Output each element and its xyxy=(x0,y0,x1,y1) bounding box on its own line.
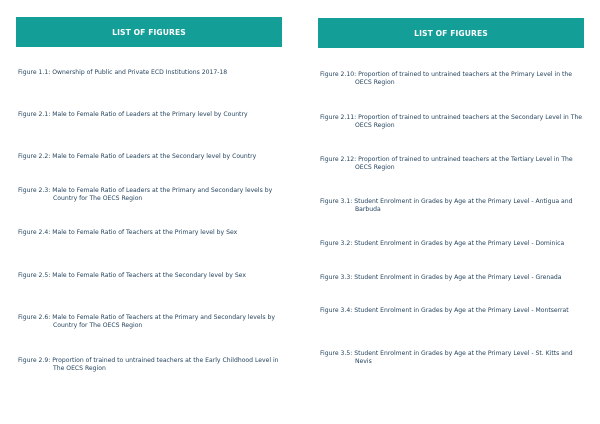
figure-entry[interactable] xyxy=(320,71,584,88)
figure-label: Figure 2.12: xyxy=(320,156,359,163)
figure-label: Figure 2.9: xyxy=(18,357,53,364)
figure-title: Male to Female Ratio of Leaders at the Primary and Secondary levels by Country for The OECS Region xyxy=(52,187,273,203)
figure-title: Student Enrolment in Grades by Age at the Primary Level - Grenada xyxy=(354,274,562,281)
figure-label: Figure 2.6: xyxy=(18,314,53,321)
figure-label: Figure 2.4: xyxy=(18,229,53,236)
figure-title: Proportion of trained to untrained teachers at the Secondary Level in The OECS Region xyxy=(355,114,583,130)
figure-entry[interactable] xyxy=(320,240,584,248)
figure-title: Male to Female Ratio of Leaders at the Secondary level by Country xyxy=(52,153,257,160)
figure-title: Student Enrolment in Grades by Age at the Primary Level - St. Kitts and Nevis xyxy=(354,350,573,366)
list-of-figures-heading: LIST OF FIGURES xyxy=(16,17,282,47)
figure-title: Student Enrolment in Grades by Age at the Primary Level - Montserrat xyxy=(354,307,569,314)
figure-entry[interactable] xyxy=(18,187,282,204)
figure-entry[interactable] xyxy=(18,229,282,237)
figure-title: Male to Female Ratio of Leaders at the Primary level by Country xyxy=(52,111,248,118)
figure-title: Student Enrolment in Grades by Age at the Primary Level - Dominica xyxy=(354,240,565,247)
figure-entry[interactable] xyxy=(320,350,584,367)
figure-label: Figure 3.3: xyxy=(320,274,355,281)
figure-title: Proportion of trained to untrained teachers at the Tertiary Level in The OECS Region xyxy=(355,156,573,172)
figure-label: Figure 2.3: xyxy=(18,187,53,194)
figure-entry[interactable] xyxy=(18,111,282,119)
figure-title: Male to Female Ratio of Teachers at the Secondary level by Sex xyxy=(52,272,246,279)
figure-title: Student Enrolment in Grades by Age at the Primary Level - Antigua and Barbuda xyxy=(354,198,573,214)
figure-label: Figure 3.1: xyxy=(320,198,355,205)
list-of-figures-heading: LIST OF FIGURES xyxy=(318,18,584,48)
figure-entry[interactable] xyxy=(18,153,282,161)
figure-entry[interactable] xyxy=(18,69,282,77)
figure-title: Male to Female Ratio of Teachers at the Primary and Secondary levels by Country for The OECS Region xyxy=(52,314,275,330)
figure-entry[interactable] xyxy=(320,274,584,282)
figure-label: Figure 2.2: xyxy=(18,153,53,160)
figure-label: Figure 2.11: xyxy=(320,114,359,121)
figure-title: Ownership of Public and Private ECD Institutions 2017-18 xyxy=(52,69,228,76)
figure-title: Proportion of trained to untrained teachers at the Primary Level in the OECS Region xyxy=(355,71,573,87)
figure-entry[interactable] xyxy=(320,156,584,173)
figure-label: Figure 3.4: xyxy=(320,307,355,314)
figure-label: Figure 2.5: xyxy=(18,272,53,279)
figure-label: Figure 2.1: xyxy=(18,111,53,118)
figure-label: Figure 1.1: xyxy=(18,69,53,76)
figure-title: Proportion of trained to untrained teachers at the Early Childhood Level in The OECS Region xyxy=(52,357,279,373)
figure-entry[interactable] xyxy=(18,314,282,331)
figure-entry[interactable] xyxy=(320,114,584,131)
figure-entry[interactable] xyxy=(18,357,282,374)
figure-label: Figure 3.2: xyxy=(320,240,355,247)
figure-entry[interactable] xyxy=(320,307,584,315)
figure-entry[interactable] xyxy=(18,272,282,280)
figure-label: Figure 2.10: xyxy=(320,71,359,78)
figure-title: Male to Female Ratio of Teachers at the Primary level by Sex xyxy=(52,229,238,236)
figure-entry[interactable] xyxy=(320,198,584,215)
figure-label: Figure 3.5: xyxy=(320,350,355,357)
